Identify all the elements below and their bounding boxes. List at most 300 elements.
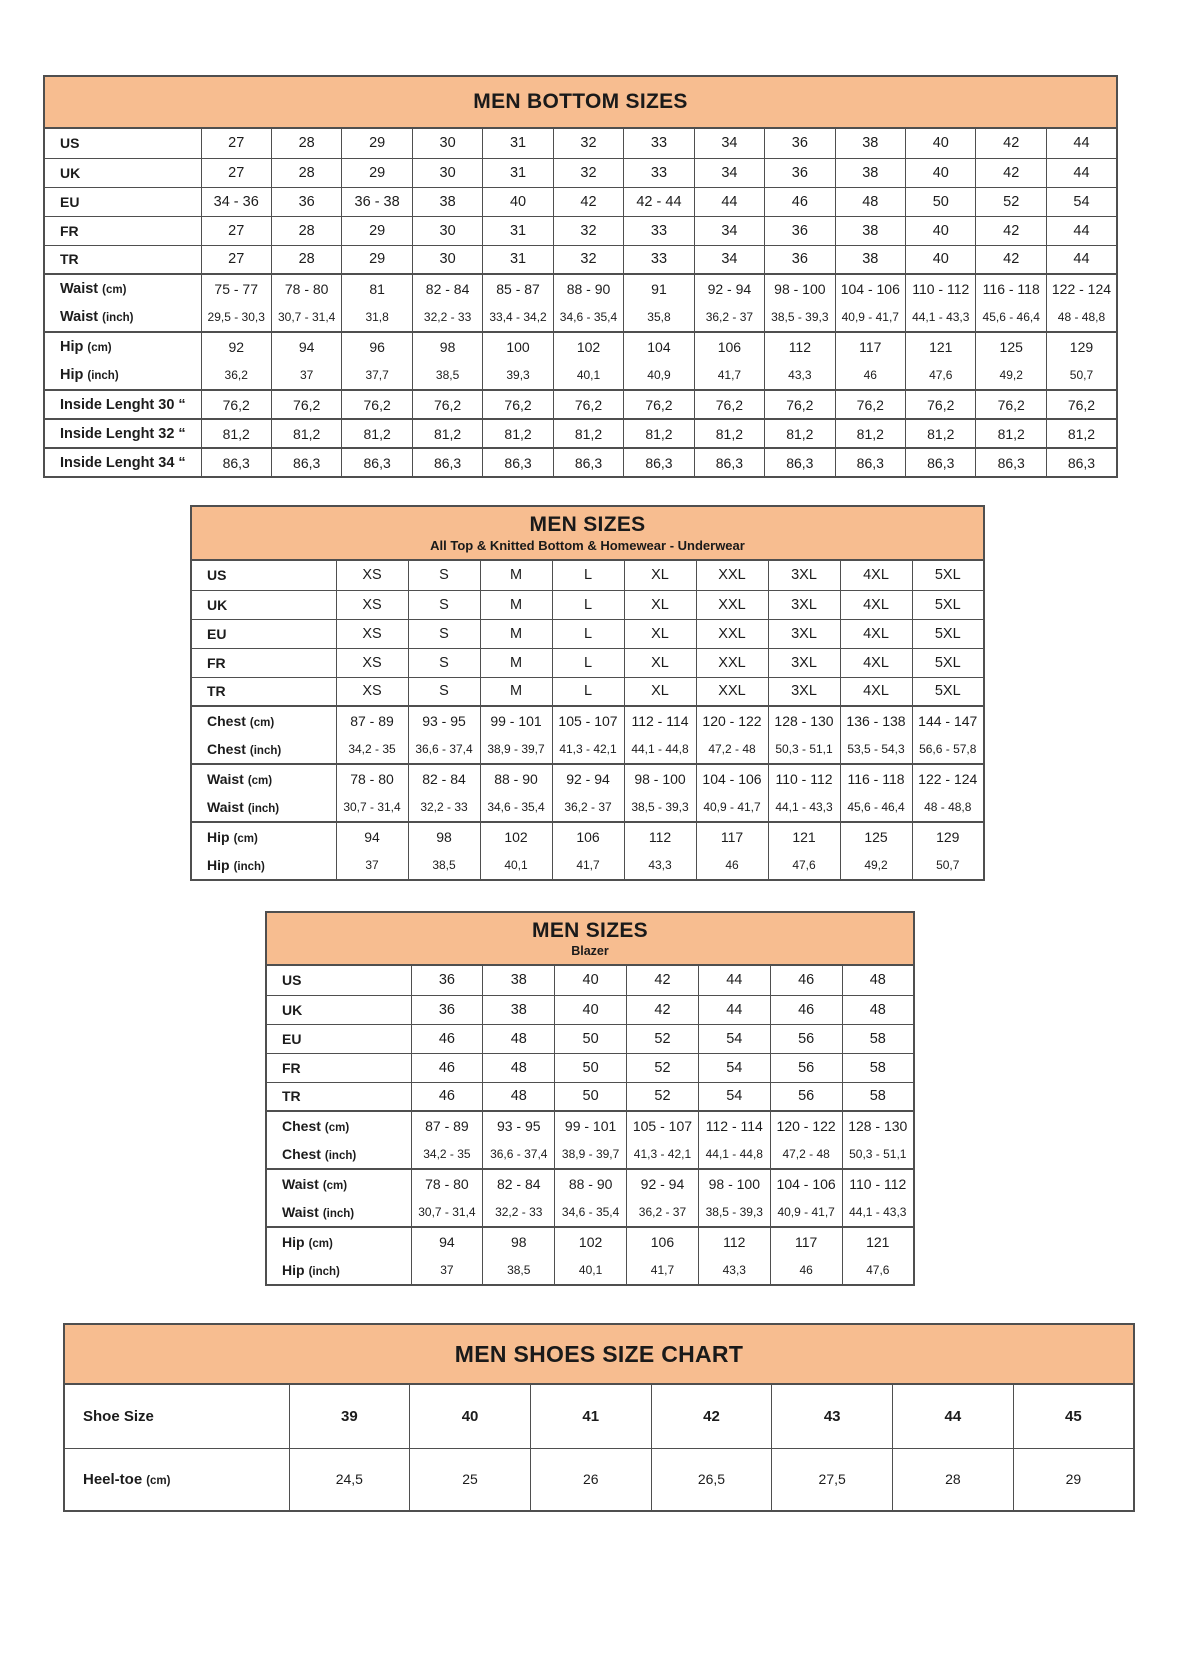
size-cell: 46 [770, 1256, 842, 1285]
row-label-text: UK [207, 596, 228, 613]
row-label [64, 1385, 289, 1448]
row-label [191, 793, 336, 822]
row-label [191, 590, 336, 619]
size-cell: 88 - 90 [480, 764, 552, 793]
size-cell: 76,2 [624, 390, 694, 419]
size-cell: XL [624, 561, 696, 590]
size-cell: 40 [906, 216, 976, 245]
table-row [44, 129, 1117, 158]
size-cell: 50 [555, 1082, 627, 1111]
size-cell: 52 [627, 1024, 699, 1053]
size-cell: 38,5 [412, 361, 482, 390]
men-shoes-grid [63, 1385, 1135, 1512]
size-cell: 4XL [840, 561, 912, 590]
size-cell: 86,3 [765, 448, 835, 477]
size-cell: 78 - 80 [336, 764, 408, 793]
size-cell: XXL [696, 648, 768, 677]
size-cell: 81,2 [906, 419, 976, 448]
size-cell: 46 [835, 361, 905, 390]
size-cell: 86,3 [906, 448, 976, 477]
size-cell: 58 [842, 1082, 914, 1111]
size-cell: 56 [770, 1053, 842, 1082]
size-cell: 81,2 [201, 419, 271, 448]
size-cell: XXL [696, 590, 768, 619]
size-cell: 37,7 [342, 361, 412, 390]
size-cell: 40 [906, 245, 976, 274]
size-cell: 56 [770, 1024, 842, 1053]
size-cell: 54 [698, 1053, 770, 1082]
size-cell: 81 [342, 274, 412, 303]
size-cell: 27 [201, 245, 271, 274]
table-row [191, 561, 984, 590]
size-cell: 40 [906, 129, 976, 158]
size-cell: 40 [410, 1385, 531, 1448]
size-cell: 5XL [912, 561, 984, 590]
row-label-text: Chest [282, 1118, 321, 1134]
size-cell: 120 - 122 [770, 1111, 842, 1140]
table-row [191, 764, 984, 793]
table-header [63, 1323, 1135, 1385]
size-cell: 38,5 [408, 851, 480, 880]
size-cell: 38,5 - 39,3 [624, 793, 696, 822]
row-label [44, 274, 201, 303]
row-label [44, 303, 201, 332]
men-shoes-size-chart-table [63, 1323, 1135, 1512]
size-cell: 28 [271, 245, 341, 274]
size-cell: 43,3 [765, 361, 835, 390]
table-row [191, 590, 984, 619]
table-row [191, 735, 984, 764]
size-cell: 86,3 [553, 448, 623, 477]
row-label-unit: (inch) [247, 803, 280, 815]
size-cell: 36,2 - 37 [627, 1198, 699, 1227]
size-cell: 38,9 - 39,7 [480, 735, 552, 764]
size-cell: 47,6 [768, 851, 840, 880]
size-cell: 31 [483, 216, 553, 245]
size-cell: 86,3 [412, 448, 482, 477]
size-cell: 37 [411, 1256, 483, 1285]
size-cell: 44 [1046, 216, 1117, 245]
size-cell: 54 [698, 1024, 770, 1053]
size-cell: 86,3 [201, 448, 271, 477]
size-cell: 106 [627, 1227, 699, 1256]
table-row [44, 448, 1117, 477]
size-cell: 86,3 [835, 448, 905, 477]
row-label-text: EU [282, 1030, 302, 1047]
row-label-text: Shoe Size [83, 1407, 154, 1425]
size-cell: 48 [483, 1082, 555, 1111]
size-cell: 122 - 124 [1046, 274, 1117, 303]
row-label-text: Hip [282, 1234, 305, 1250]
size-cell: 78 - 80 [411, 1169, 483, 1198]
table-row [266, 1024, 914, 1053]
size-cell: 40,9 - 41,7 [770, 1198, 842, 1227]
size-cell: 102 [480, 822, 552, 851]
table-row [266, 1082, 914, 1111]
table-title: MEN SIZES [529, 513, 646, 536]
size-cell: 76,2 [483, 390, 553, 419]
size-cell: 116 - 118 [976, 274, 1046, 303]
size-cell: 96 [342, 332, 412, 361]
size-cell: L [552, 648, 624, 677]
size-cell: M [480, 677, 552, 706]
table-row [44, 245, 1117, 274]
row-label [44, 361, 201, 390]
row-label [44, 216, 201, 245]
size-cell: 37 [336, 851, 408, 880]
size-cell: S [408, 561, 480, 590]
size-cell: 48 - 48,8 [912, 793, 984, 822]
row-label-text: TR [60, 251, 79, 268]
table-row [266, 1169, 914, 1198]
size-cell: 81,2 [483, 419, 553, 448]
size-cell: 98 - 100 [765, 274, 835, 303]
size-cell: 28 [893, 1448, 1014, 1511]
size-cell: 42 [651, 1385, 772, 1448]
size-cell: 42 [976, 216, 1046, 245]
size-cell: 30 [412, 245, 482, 274]
size-cell: 98 [408, 822, 480, 851]
size-cell: L [552, 619, 624, 648]
men-bottom-sizes-grid [43, 129, 1118, 478]
size-cell: 87 - 89 [411, 1111, 483, 1140]
size-cell: 32 [553, 158, 623, 187]
size-cell: 46 [765, 187, 835, 216]
size-cell: 36 [765, 245, 835, 274]
size-cell: 41,3 - 42,1 [552, 735, 624, 764]
size-cell: 93 - 95 [408, 706, 480, 735]
size-cell: 34 [694, 158, 764, 187]
table-row [64, 1385, 1134, 1448]
size-cell: 48 [842, 995, 914, 1024]
size-cell: 116 - 118 [840, 764, 912, 793]
size-cell: 81,2 [553, 419, 623, 448]
size-cell: 43,3 [624, 851, 696, 880]
table-row [44, 187, 1117, 216]
size-cell: 50 [555, 1024, 627, 1053]
size-cell: 94 [271, 332, 341, 361]
size-cell: L [552, 677, 624, 706]
size-cell: 86,3 [624, 448, 694, 477]
size-cell: 31 [483, 129, 553, 158]
row-label-text: Heel-toe [83, 1470, 143, 1488]
row-label-text: FR [207, 654, 226, 671]
size-cell: 32 [553, 245, 623, 274]
row-label [266, 1053, 411, 1082]
table-row [191, 851, 984, 880]
row-label-text: FR [60, 222, 79, 239]
row-label [64, 1448, 289, 1511]
size-cell: S [408, 619, 480, 648]
size-cell: 76,2 [765, 390, 835, 419]
row-label [44, 129, 201, 158]
size-cell: 32,2 - 33 [483, 1198, 555, 1227]
row-label-text: Waist [282, 1176, 319, 1192]
size-cell: 33 [624, 158, 694, 187]
size-cell: 27,5 [772, 1448, 893, 1511]
size-cell: 36 [765, 158, 835, 187]
size-cell: 42 [627, 995, 699, 1024]
size-cell: 112 - 114 [624, 706, 696, 735]
size-cell: 81,2 [765, 419, 835, 448]
size-cell: 42 [976, 158, 1046, 187]
size-cell: 54 [698, 1082, 770, 1111]
size-cell: 112 - 114 [698, 1111, 770, 1140]
size-cell: 46 [696, 851, 768, 880]
men-sizes-top-grid [190, 561, 985, 881]
size-cell: 33 [624, 245, 694, 274]
size-cell: 50,3 - 51,1 [768, 735, 840, 764]
size-cell: 98 - 100 [698, 1169, 770, 1198]
size-cell: 40,1 [555, 1256, 627, 1285]
row-label-text: Hip [282, 1262, 305, 1278]
table-row [64, 1448, 1134, 1511]
row-label-text: Waist [207, 799, 244, 815]
row-label-unit: (cm) [102, 284, 127, 296]
size-cell: 26,5 [651, 1448, 772, 1511]
table-row [266, 1053, 914, 1082]
size-cell: 121 [906, 332, 976, 361]
size-cell: M [480, 648, 552, 677]
size-cell: 32 [553, 216, 623, 245]
row-label [266, 1198, 411, 1227]
size-cell: 32,2 - 33 [412, 303, 482, 332]
row-label-unit: (inch) [233, 861, 265, 873]
size-cell: 76,2 [976, 390, 1046, 419]
size-cell: 49,2 [840, 851, 912, 880]
size-cell: 110 - 112 [768, 764, 840, 793]
size-cell: 40 [555, 995, 627, 1024]
size-cell: S [408, 590, 480, 619]
row-label-unit: (cm) [247, 775, 273, 787]
size-cell: 40,1 [480, 851, 552, 880]
size-cell: 86,3 [271, 448, 341, 477]
row-label-text: TR [207, 683, 226, 700]
table-subtitle: All Top & Knitted Bottom & Homewear - Underwear [430, 538, 745, 553]
table-row [191, 793, 984, 822]
size-cell: 44 [1046, 158, 1117, 187]
size-cell: 28 [271, 158, 341, 187]
size-cell: 81,2 [1046, 419, 1117, 448]
size-cell: 92 [201, 332, 271, 361]
men-sizes-top-table [190, 505, 985, 881]
size-cell: 29 [342, 158, 412, 187]
row-label-text: Waist [282, 1204, 319, 1220]
size-cell: 105 - 107 [627, 1111, 699, 1140]
row-label [191, 619, 336, 648]
men-bottom-sizes-table [43, 75, 1118, 478]
table-row [266, 1198, 914, 1227]
table-row [191, 706, 984, 735]
row-label-text: Hip [60, 367, 84, 383]
size-cell: 86,3 [694, 448, 764, 477]
row-label-unit: (cm) [308, 1238, 333, 1250]
size-cell: 48 [483, 1053, 555, 1082]
size-cell: 33 [624, 216, 694, 245]
size-cell: 40,1 [553, 361, 623, 390]
size-cell: 36,6 - 37,4 [408, 735, 480, 764]
size-cell: 104 [624, 332, 694, 361]
size-cell: 104 - 106 [696, 764, 768, 793]
size-cell: 82 - 84 [408, 764, 480, 793]
row-label [44, 448, 201, 477]
size-cell: 48 [483, 1024, 555, 1053]
size-cell: 50,3 - 51,1 [842, 1140, 914, 1169]
size-cell: 86,3 [483, 448, 553, 477]
table-row [191, 648, 984, 677]
size-cell: XXL [696, 561, 768, 590]
size-cell: XL [624, 648, 696, 677]
row-label-unit: (inch) [102, 312, 134, 324]
size-cell: 102 [555, 1227, 627, 1256]
size-cell: 4XL [840, 677, 912, 706]
size-cell: 29 [342, 216, 412, 245]
size-cell: 129 [1046, 332, 1117, 361]
size-cell: 38 [835, 158, 905, 187]
size-cell: 76,2 [694, 390, 764, 419]
size-cell: 76,2 [906, 390, 976, 419]
size-cell: 31 [483, 158, 553, 187]
row-label-text: Waist [60, 281, 99, 297]
size-cell: 52 [976, 187, 1046, 216]
row-label [191, 648, 336, 677]
table-row [44, 303, 1117, 332]
size-cell: 45,6 - 46,4 [976, 303, 1046, 332]
size-cell: 47,2 - 48 [696, 735, 768, 764]
row-label-text: Waist [207, 771, 244, 787]
size-cell: 36 [271, 187, 341, 216]
size-cell: 125 [840, 822, 912, 851]
size-cell: S [408, 677, 480, 706]
table-header [190, 505, 985, 561]
size-cell: 47,6 [906, 361, 976, 390]
size-cell: 76,2 [553, 390, 623, 419]
size-cell: 81,2 [271, 419, 341, 448]
row-label [44, 390, 201, 419]
size-cell: 44,1 - 43,3 [768, 793, 840, 822]
size-cell: 94 [336, 822, 408, 851]
size-cell: 36 [411, 995, 483, 1024]
size-cell: 52 [627, 1053, 699, 1082]
size-cell: 4XL [840, 619, 912, 648]
size-cell: 44,1 - 44,8 [698, 1140, 770, 1169]
row-label [191, 706, 336, 735]
size-cell: 47,2 - 48 [770, 1140, 842, 1169]
row-label [266, 966, 411, 995]
size-cell: 87 - 89 [336, 706, 408, 735]
size-cell: 34 [694, 245, 764, 274]
table-subtitle: Blazer [571, 944, 609, 958]
size-cell: 44,1 - 43,3 [906, 303, 976, 332]
size-cell: 36 - 38 [342, 187, 412, 216]
size-cell: 4XL [840, 590, 912, 619]
size-cell: 48 [842, 966, 914, 995]
size-cell: 5XL [912, 648, 984, 677]
size-cell: 117 [835, 332, 905, 361]
size-cell: 37 [271, 361, 341, 390]
size-cell: 46 [411, 1024, 483, 1053]
size-cell: 94 [411, 1227, 483, 1256]
size-cell: 128 - 130 [842, 1111, 914, 1140]
size-cell: 81,2 [835, 419, 905, 448]
table-row [44, 216, 1117, 245]
size-cell: 41,7 [552, 851, 624, 880]
men-sizes-blazer-grid [265, 966, 915, 1286]
size-cell: 88 - 90 [553, 274, 623, 303]
size-cell: 50 [555, 1053, 627, 1082]
size-cell: 121 [768, 822, 840, 851]
row-label-text: TR [282, 1088, 301, 1105]
size-cell: M [480, 590, 552, 619]
size-cell: 36,2 [201, 361, 271, 390]
size-cell: 29 [342, 129, 412, 158]
table-row [191, 677, 984, 706]
size-cell: 92 - 94 [627, 1169, 699, 1198]
size-cell: 38 [835, 129, 905, 158]
row-label-unit: (cm) [233, 833, 258, 845]
size-cell: 46 [411, 1053, 483, 1082]
size-cell: 42 - 44 [624, 187, 694, 216]
table-row [44, 332, 1117, 361]
size-cell: 4XL [840, 648, 912, 677]
table-row [44, 274, 1117, 303]
size-cell: 32,2 - 33 [408, 793, 480, 822]
size-cell: 99 - 101 [480, 706, 552, 735]
size-cell: 3XL [768, 590, 840, 619]
size-cell: M [480, 619, 552, 648]
size-cell: 104 - 106 [770, 1169, 842, 1198]
size-cell: 49,2 [976, 361, 1046, 390]
size-cell: 33 [624, 129, 694, 158]
size-cell: 92 - 94 [694, 274, 764, 303]
size-cell: 44 [694, 187, 764, 216]
size-cell: 144 - 147 [912, 706, 984, 735]
size-cell: 34 - 36 [201, 187, 271, 216]
size-cell: 42 [553, 187, 623, 216]
size-cell: 44,1 - 43,3 [842, 1198, 914, 1227]
table-row [44, 361, 1117, 390]
size-cell: 27 [201, 216, 271, 245]
size-cell: 106 [552, 822, 624, 851]
row-label-text: Inside Lenght 32 “ [60, 425, 186, 442]
size-cell: 26 [530, 1448, 651, 1511]
size-cell: 5XL [912, 677, 984, 706]
row-label [266, 1169, 411, 1198]
row-label-text: FR [282, 1059, 301, 1076]
row-label-unit: (inch) [249, 745, 282, 757]
row-label-text: US [60, 135, 80, 152]
size-cell: 43,3 [698, 1256, 770, 1285]
size-cell: 24,5 [289, 1448, 410, 1511]
table-header [43, 75, 1118, 129]
size-cell: XL [624, 590, 696, 619]
size-cell: 25 [410, 1448, 531, 1511]
size-cell: 38 [483, 995, 555, 1024]
size-cell: 38 [835, 245, 905, 274]
table-header [265, 911, 915, 966]
size-cell: XS [336, 677, 408, 706]
size-cell: 29,5 - 30,3 [201, 303, 271, 332]
size-cell: 53,5 - 54,3 [840, 735, 912, 764]
size-cell: 38,5 [483, 1256, 555, 1285]
table-row [44, 390, 1117, 419]
size-cell: 41,3 - 42,1 [627, 1140, 699, 1169]
table-row [266, 995, 914, 1024]
row-label [191, 764, 336, 793]
row-label [44, 187, 201, 216]
size-cell: 3XL [768, 561, 840, 590]
row-label [191, 561, 336, 590]
